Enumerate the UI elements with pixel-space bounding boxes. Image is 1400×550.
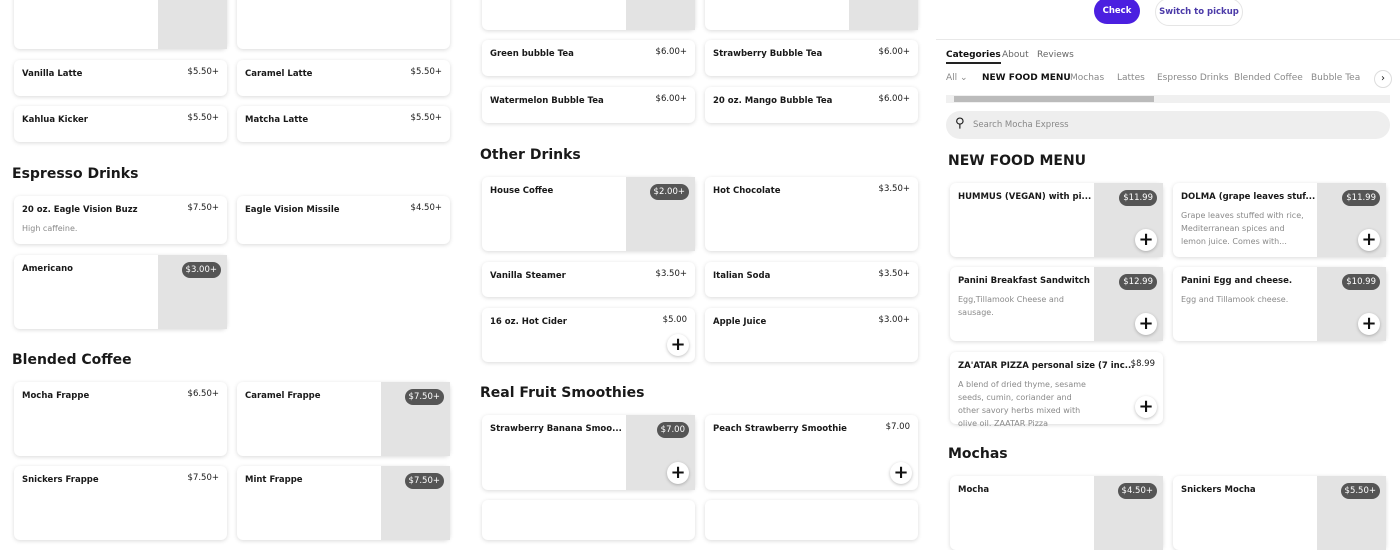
menu-item-card[interactable] — [14, 196, 227, 244]
menu-item-card[interactable] — [705, 308, 918, 362]
category-tab[interactable]: Espresso Drinks — [1157, 73, 1229, 83]
item-name: Hot Chocolate — [713, 186, 781, 196]
item-price: $12.99 — [1119, 274, 1157, 290]
search-placeholder: Search Mocha Express — [973, 120, 1069, 130]
item-name: Mocha — [958, 485, 990, 495]
item-name: Caramel Latte — [245, 69, 313, 79]
item-name: Matcha Latte — [245, 115, 309, 125]
menu-item-card[interactable] — [950, 267, 1163, 341]
item-price: $5.50+ — [187, 67, 219, 77]
item-name: Italian Soda — [713, 271, 771, 281]
item-name: Eagle Vision Missile — [245, 205, 340, 215]
item-name: Green bubble Tea — [490, 49, 574, 59]
search-icon: ⚲ — [955, 116, 965, 131]
item-price: $5.50+ — [187, 113, 219, 123]
item-price: $6.00+ — [878, 47, 910, 57]
item-price: $7.50+ — [187, 203, 219, 213]
menu-item-card[interactable] — [482, 500, 695, 540]
menu-item-card[interactable] — [950, 352, 1163, 428]
category-tab[interactable]: Mochas — [1070, 73, 1105, 83]
item-name: House Coffee — [490, 186, 554, 196]
section-heading: Mochas — [948, 446, 1008, 462]
item-image — [626, 0, 695, 30]
menu-item-card[interactable] — [14, 382, 227, 456]
item-name: Peach Strawberry Smoothie — [713, 424, 847, 434]
category-tab[interactable]: Bubble Tea — [1311, 73, 1361, 83]
tab-reviews[interactable]: Reviews — [1037, 50, 1074, 60]
item-description: Egg,Tillamook Cheese and sausage. — [958, 295, 1064, 317]
item-price: $5.50+ — [410, 113, 442, 123]
switch-to-pickup-button[interactable]: Switch to pickup — [1155, 0, 1243, 26]
item-price: $5.50+ — [1341, 483, 1380, 499]
item-description: High caffeine. — [22, 224, 78, 233]
item-price: $2.00+ — [650, 184, 689, 200]
item-price: $3.00+ — [182, 262, 221, 278]
tab-about[interactable]: About — [1002, 50, 1029, 60]
item-price: $6.00+ — [655, 47, 687, 57]
menu-item-card[interactable] — [237, 196, 450, 244]
item-price: $6.00+ — [655, 94, 687, 104]
item-name: Snickers Frappe — [22, 475, 99, 485]
item-image — [849, 0, 918, 30]
menu-item-card[interactable] — [237, 466, 450, 540]
item-name: Vanilla Steamer — [490, 271, 566, 281]
item-price: $8.99 — [1130, 359, 1155, 369]
menu-item-card[interactable] — [14, 60, 227, 96]
item-name: ZA'ATAR PIZZA personal size (7 inc... — [958, 361, 1135, 371]
category-scrollbar[interactable] — [946, 95, 1390, 103]
item-price: $11.99 — [1342, 190, 1380, 206]
add-item-button[interactable]: + — [667, 334, 689, 356]
item-name: DOLMA (grape leaves stuf... — [1181, 192, 1316, 202]
menu-item-card[interactable] — [705, 415, 918, 490]
menu-item-card[interactable] — [705, 177, 918, 251]
add-item-button[interactable]: + — [667, 462, 689, 484]
check-button[interactable]: Check — [1094, 0, 1140, 24]
scrollbar-thumb[interactable] — [954, 96, 1154, 102]
add-item-button[interactable]: + — [1358, 313, 1380, 335]
category-all-dropdown[interactable] — [946, 73, 968, 83]
search-input[interactable] — [946, 111, 1390, 139]
menu-item-card[interactable] — [14, 255, 227, 329]
menu-item-card[interactable] — [950, 476, 1163, 550]
item-description: Egg and Tillamook cheese. — [1181, 295, 1289, 304]
all-label: All — [946, 73, 958, 83]
item-description: A blend of dried thyme, sesame seeds, cumin, coriander and other savory herbs mixed with olive oil. ZAATAR Pizza — [958, 380, 1086, 428]
item-price: $5.00 — [662, 315, 687, 325]
chevron-down-icon: ⌄ — [960, 73, 968, 83]
menu-item-card[interactable] — [237, 382, 450, 456]
menu-item-card[interactable] — [237, 0, 450, 49]
add-item-button[interactable]: + — [1358, 229, 1380, 251]
item-price: $11.99 — [1119, 190, 1157, 206]
section-heading: Blended Coffee — [12, 352, 132, 368]
item-price: $3.50+ — [878, 269, 910, 279]
item-name: Snickers Mocha — [1181, 485, 1256, 495]
item-price: $5.50+ — [410, 67, 442, 77]
add-item-button[interactable]: + — [1135, 396, 1157, 418]
item-name: Vanilla Latte — [22, 69, 83, 79]
menu-item-card[interactable] — [482, 308, 695, 362]
divider — [936, 39, 1400, 40]
section-heading: NEW FOOD MENU — [948, 153, 1087, 169]
item-price: $6.50+ — [187, 389, 219, 399]
section-heading: Espresso Drinks — [12, 166, 139, 182]
menu-item-card[interactable] — [482, 0, 695, 30]
add-item-button[interactable]: + — [1135, 229, 1157, 251]
menu-item-card[interactable] — [1173, 267, 1386, 341]
item-name: Watermelon Bubble Tea — [490, 96, 604, 106]
item-name: Caramel Frappe — [245, 391, 321, 401]
category-tab[interactable]: Blended Coffee — [1234, 73, 1303, 83]
item-name: Americano — [22, 264, 73, 274]
menu-item-card[interactable] — [14, 466, 227, 540]
menu-item-card[interactable] — [705, 0, 918, 30]
item-name: Panini Egg and cheese. — [1181, 276, 1293, 286]
menu-item-card[interactable] — [14, 0, 227, 49]
menu-item-card[interactable] — [482, 262, 695, 297]
section-heading: Other Drinks — [480, 147, 581, 163]
item-name: Panini Breakfast Sandwitch — [958, 276, 1090, 286]
menu-item-card[interactable] — [482, 40, 695, 76]
chevron-right-icon[interactable]: › — [1374, 70, 1392, 88]
menu-item-card[interactable] — [237, 106, 450, 142]
item-price: $3.50+ — [655, 269, 687, 279]
menu-item-card[interactable] — [705, 500, 918, 540]
menu-item-card[interactable] — [950, 183, 1163, 257]
tab-categories[interactable]: Categories — [946, 50, 1001, 64]
menu-item-card[interactable] — [482, 87, 695, 123]
item-name: Strawberry Bubble Tea — [713, 49, 823, 59]
item-image — [158, 0, 227, 49]
item-name: 16 oz. Hot Cider — [490, 317, 567, 327]
item-price: $4.50+ — [410, 203, 442, 213]
item-name: HUMMUS (VEGAN) with pi... — [958, 192, 1092, 202]
menu-item-card[interactable] — [482, 177, 695, 251]
item-price: $7.50+ — [405, 389, 444, 405]
item-name: Strawberry Banana Smoo... — [490, 424, 622, 434]
menu-item-card[interactable] — [1173, 183, 1386, 257]
item-name: Mocha Frappe — [22, 391, 90, 401]
item-description: Grape leaves stuffed with rice, Mediterranean spices and lemon juice. Comes with... — [1181, 211, 1304, 246]
menu-item-card[interactable] — [705, 87, 918, 123]
item-price: $3.50+ — [878, 184, 910, 194]
menu-item-card[interactable] — [705, 262, 918, 297]
category-tab[interactable]: NEW FOOD MENU — [982, 73, 1071, 83]
menu-item-card[interactable] — [705, 40, 918, 76]
category-tab[interactable]: Lattes — [1117, 73, 1145, 83]
item-name: Kahlua Kicker — [22, 115, 88, 125]
item-price: $7.00 — [657, 422, 689, 438]
menu-item-card[interactable] — [482, 415, 695, 490]
add-item-button[interactable]: + — [890, 462, 912, 484]
menu-item-card[interactable] — [14, 106, 227, 142]
item-price: $4.50+ — [1118, 483, 1157, 499]
add-item-button[interactable]: + — [1135, 313, 1157, 335]
menu-item-card[interactable] — [1173, 476, 1386, 550]
item-price: $7.00 — [885, 422, 910, 432]
item-name: Apple Juice — [713, 317, 767, 327]
item-price: $7.50+ — [405, 473, 444, 489]
section-heading: Real Fruit Smoothies — [480, 385, 645, 401]
item-price: $10.99 — [1342, 274, 1380, 290]
item-name: 20 oz. Eagle Vision Buzz — [22, 205, 138, 215]
item-name: Mint Frappe — [245, 475, 303, 485]
item-price: $3.00+ — [878, 315, 910, 325]
item-price: $6.00+ — [878, 94, 910, 104]
item-price: $7.50+ — [187, 473, 219, 483]
menu-item-card[interactable] — [237, 60, 450, 96]
item-name: 20 oz. Mango Bubble Tea — [713, 96, 833, 106]
